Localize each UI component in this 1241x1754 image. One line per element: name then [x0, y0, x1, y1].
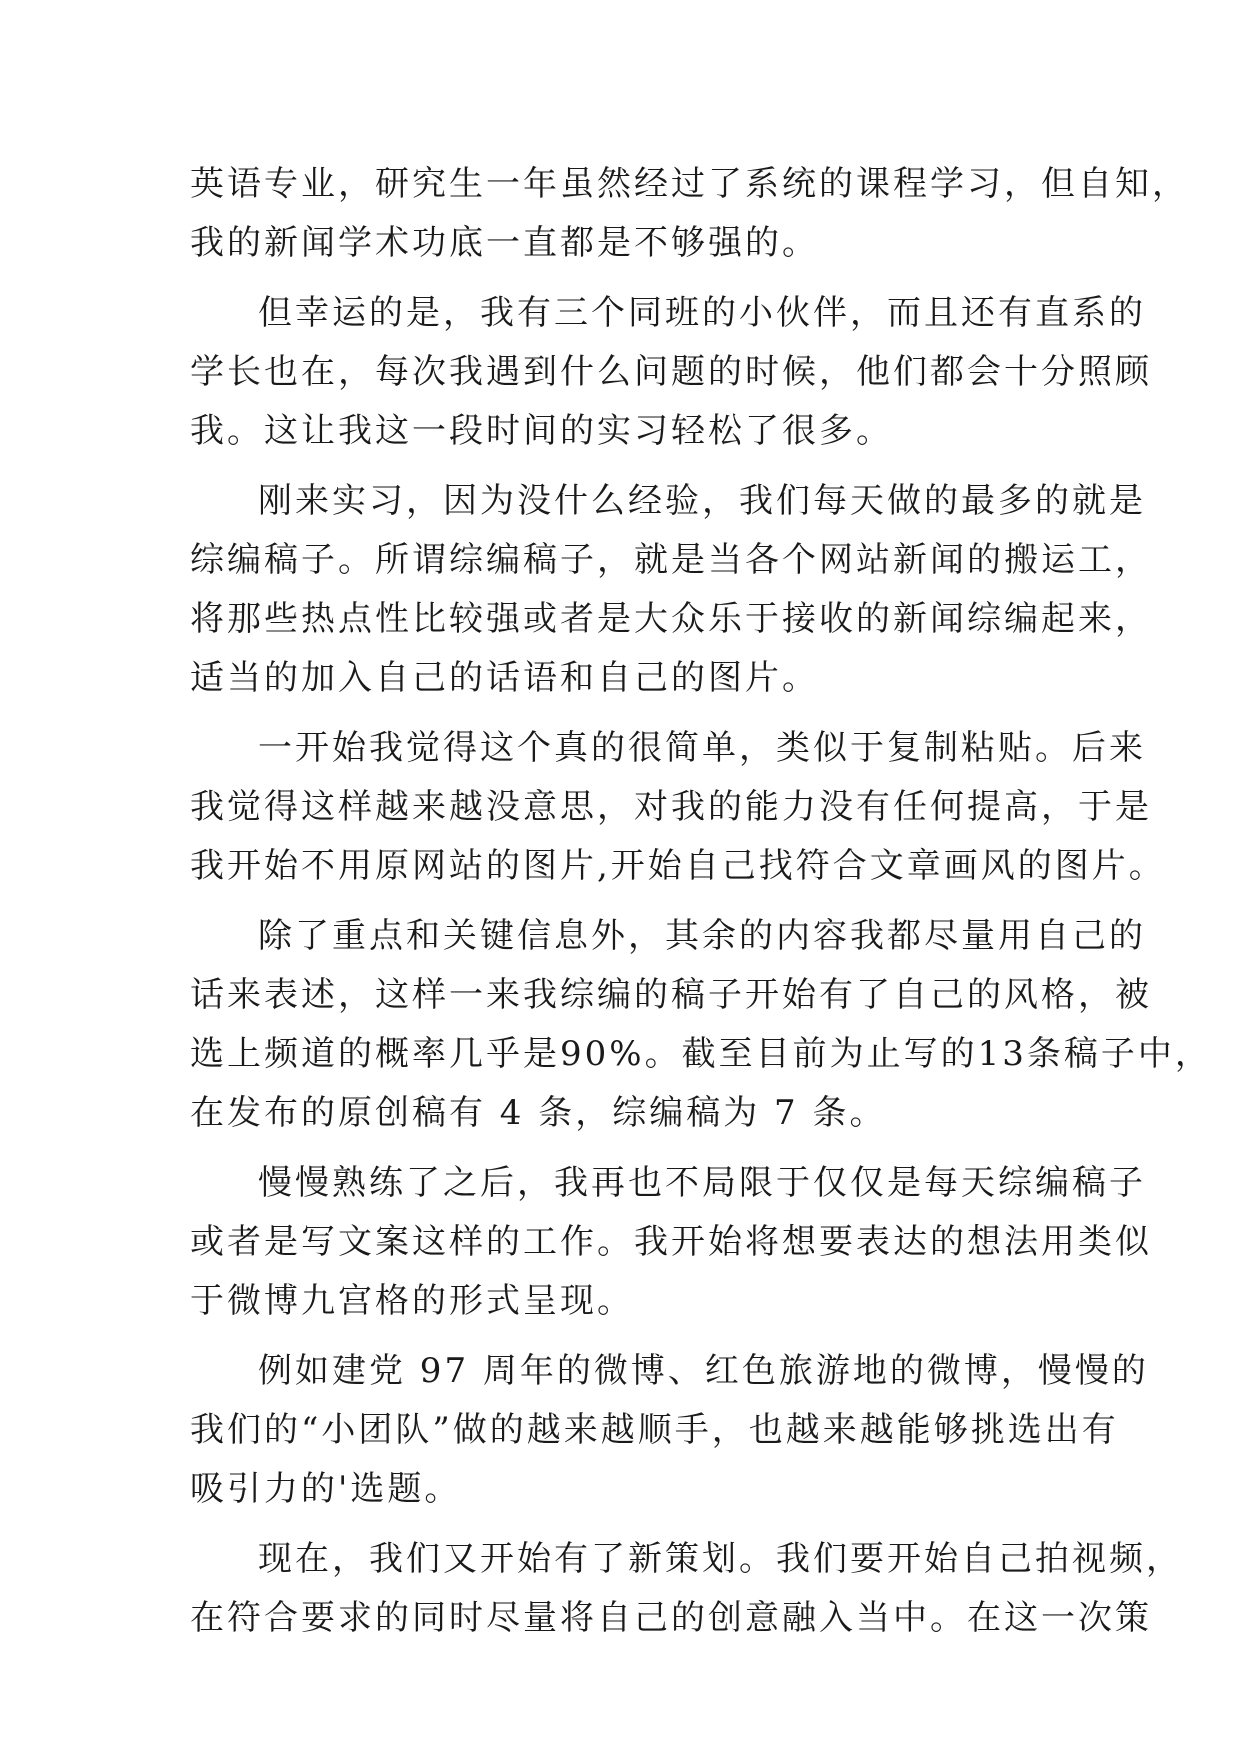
text-line: 我。这让我这一段时间的实习轻松了很多。 — [190, 411, 893, 451]
paragraph — [190, 1154, 1152, 1331]
text-line: 英语专业，研究生一年虽然经过了系统的课程学习，但自知， — [190, 164, 1189, 204]
paragraph — [190, 907, 1212, 1143]
text-line: 将那些热点性比较强或者是大众乐于接收的新闻综编起来， — [190, 599, 1152, 639]
text-line: 在符合要求的同时尽量将自己的创意融入当中。在这一次策 — [190, 1598, 1152, 1638]
text-line: 话来表述，这样一来我综编的稿子开始有了自己的风格，被 — [190, 975, 1152, 1015]
text-line: 我们的“小团队”做的越来越顺手，也越来越能够挑选出有 — [190, 1410, 1119, 1450]
text-line: 除了重点和关键信息外，其余的内容我都尽量用自己的 — [258, 916, 1146, 956]
text-line: 我的新闻学术功底一直都是不够强的。 — [190, 223, 819, 263]
paragraph — [190, 472, 1152, 708]
text-line: 但幸运的是，我有三个同班的小伙伴，而且还有直系的 — [258, 293, 1146, 333]
paragraph — [190, 719, 1166, 896]
text-line: 综编稿子。所谓综编稿子，就是当各个网站新闻的搬运工， — [190, 540, 1152, 580]
text-line: 例如建党 97 周年的微博、红色旅游地的微博，慢慢的 — [258, 1351, 1149, 1391]
text-line: 刚来实习，因为没什么经验，我们每天做的最多的就是 — [258, 481, 1146, 521]
text-line: 现在，我们又开始有了新策划。我们要开始自己拍视频， — [258, 1539, 1183, 1579]
text-line: 选上频道的概率几乎是90%。截至目前为止写的13条稿子中， — [190, 1034, 1212, 1074]
text-line: 慢慢熟练了之后，我再也不局限于仅仅是每天综编稿子 — [258, 1163, 1146, 1203]
text-line: 在发布的原创稿有 4 条，综编稿为 7 条。 — [190, 1093, 887, 1133]
document-body — [190, 155, 1212, 1648]
text-line: 我觉得这样越来越没意思，对我的能力没有任何提高，于是 — [190, 787, 1152, 827]
text-line: 吸引力的'选题。 — [190, 1469, 462, 1509]
text-line: 我开始不用原网站的图片,开始自己找符合文章画风的图片。 — [190, 846, 1166, 886]
text-line: 适当的加入自己的话语和自己的图片。 — [190, 658, 819, 698]
text-line: 一开始我觉得这个真的很简单，类似于复制粘贴。后来 — [258, 728, 1146, 768]
paragraph — [190, 155, 1189, 273]
text-line: 学长也在，每次我遇到什么问题的时候，他们都会十分照顾 — [190, 352, 1152, 392]
paragraph — [190, 284, 1152, 461]
text-line: 或者是写文案这样的工作。我开始将想要表达的想法用类似 — [190, 1222, 1152, 1262]
paragraph — [190, 1342, 1149, 1519]
paragraph — [190, 1530, 1183, 1648]
text-line: 于微博九宫格的形式呈现。 — [190, 1281, 634, 1321]
